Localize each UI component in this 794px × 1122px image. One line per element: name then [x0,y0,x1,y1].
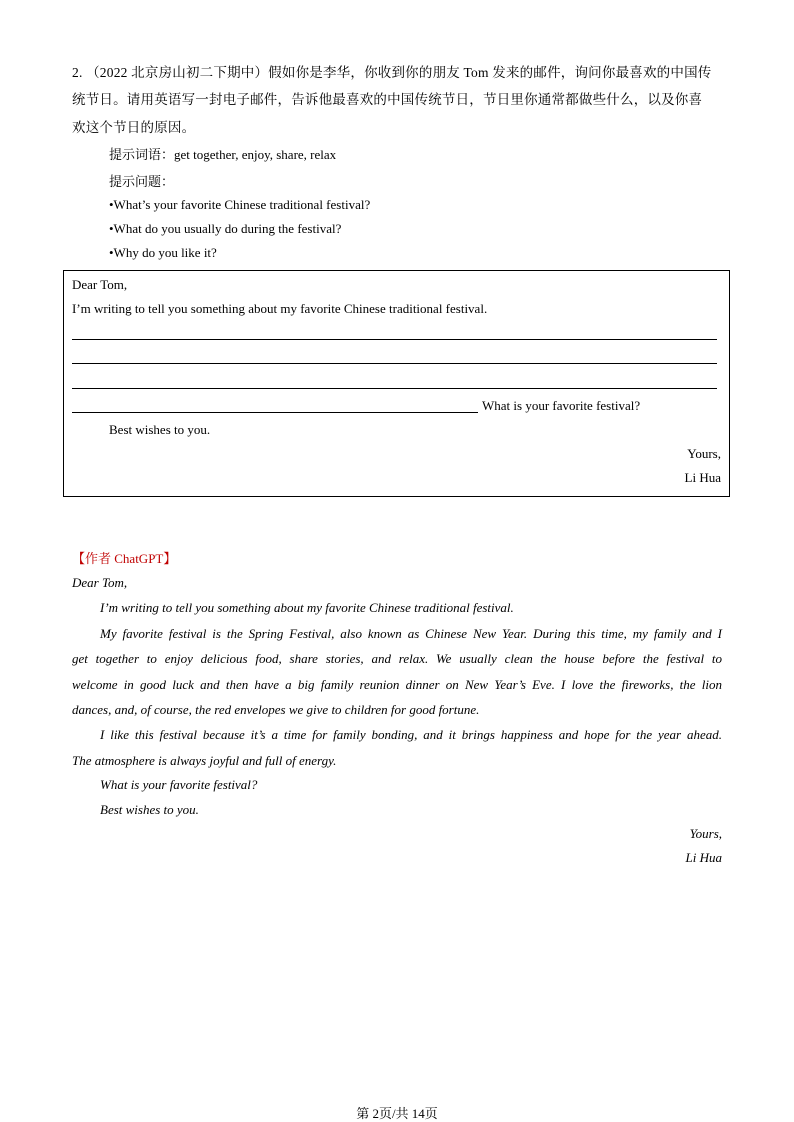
essay-line: dances, and, of course, the red envelopes we give to children for good fortune. [72,702,480,717]
template-closing: Yours, [687,446,721,461]
essay-greeting: Dear Tom, [72,575,128,590]
author-label: 【作者 ChatGPT】 [72,551,177,566]
writing-line [72,339,717,340]
answer-template-box [63,270,730,497]
template-wishes: Best wishes to you. [109,422,211,437]
page-number: 第 2页/共 14页 [356,1106,438,1121]
hint-words: 提示词语：get together, enjoy, share, relax [109,147,337,162]
hint-bullet: •What’s your favorite Chinese traditional festival? [109,197,371,212]
template-signature: Li Hua [684,470,721,485]
essay-question: What is your favorite festival? [100,777,258,792]
writing-line [72,388,717,389]
hint-bullet: •Why do you like it? [109,245,217,260]
essay-signature: Li Hua [685,850,722,865]
question-line-1: 2. （2022 北京房山初二下期中）假如你是李华，你收到你的朋友 Tom 发来的邮件，询问你最喜欢的中国传 [72,65,712,80]
essay-line: My favorite festival is the Spring Festival, also known as Chinese New Year. During this time, my family and I [100,626,722,641]
essay-line: welcome in good luck and then have a big family reunion dinner on New Year’s Eve. I love the fireworks, the lion [72,677,722,692]
writing-line [72,363,717,364]
template-question: What is your favorite festival? [482,398,641,413]
template-opening: I’m writing to tell you something about my favorite Chinese traditional festival. [72,301,488,316]
writing-line [72,412,478,413]
essay-opening: I’m writing to tell you something about my favorite Chinese traditional festival. [100,600,514,615]
template-greeting: Dear Tom, [72,277,128,292]
hint-bullet: •What do you usually do during the festival? [109,221,342,236]
essay-line: I like this festival because it’s a time for family bonding, and it brings happiness and hope for the year ahead. [100,727,722,742]
question-line-3: 欢这个节日的原因。 [72,120,196,135]
essay-line: The atmosphere is always joyful and full of energy. [72,753,337,768]
essay-wishes: Best wishes to you. [100,802,199,817]
essay-closing: Yours, [689,826,722,841]
question-line-2: 统节日。请用英语写一封电子邮件，告诉他最喜欢的中国传统节日，节日里你通常都做些什么，以及你喜 [72,92,703,107]
hint-questions-label: 提示问题： [109,174,175,189]
essay-line: get together to enjoy delicious food, share stories, and relax. We usually clean the house before the festival to [72,651,722,666]
